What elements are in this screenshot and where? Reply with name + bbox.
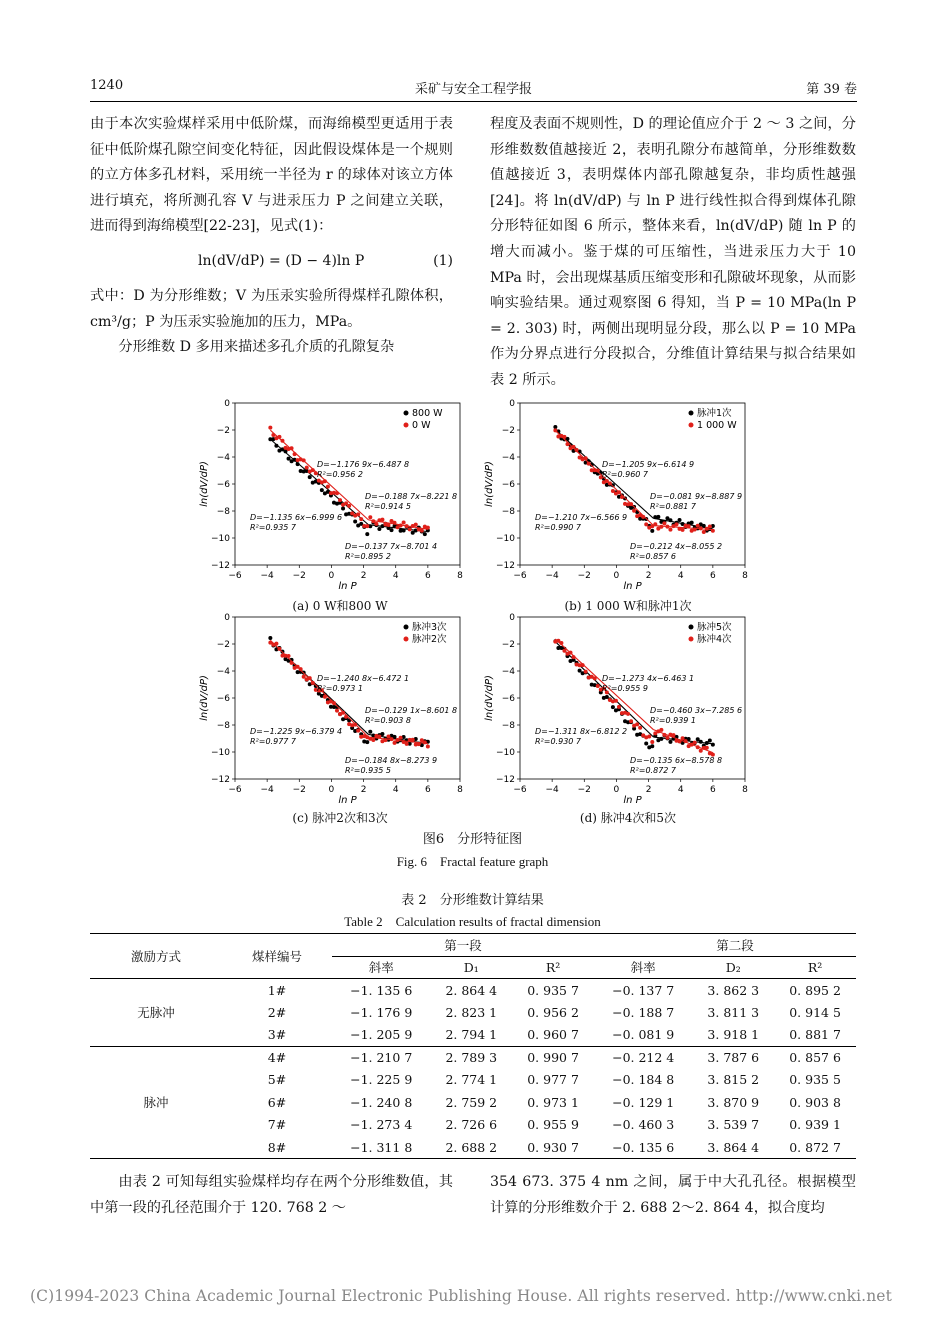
y-tick-label: −6	[501, 694, 515, 704]
data-point	[405, 742, 409, 746]
table-cell: 0. 935 7	[527, 982, 579, 998]
legend-label: 脉冲5次	[697, 622, 732, 633]
data-point	[408, 527, 412, 531]
data-point	[365, 532, 369, 536]
data-point	[390, 528, 394, 532]
page-header	[90, 78, 857, 100]
x-tick-label: 2	[360, 571, 367, 581]
right-column	[490, 112, 856, 394]
data-point	[423, 532, 427, 536]
x-axis-label: ln P	[338, 795, 357, 806]
y-tick-label: −10	[496, 534, 515, 544]
data-point	[611, 705, 615, 709]
data-point	[399, 736, 403, 740]
equation-number: (1)	[433, 253, 453, 270]
y-tick-label: 0	[224, 613, 230, 623]
y-axis-label: ln(dV/dP)	[199, 675, 210, 721]
table-cell: 2. 864 4	[445, 982, 498, 998]
th-slope-1: 斜率	[368, 960, 394, 976]
table-cell: −0. 188 7	[612, 1004, 675, 1020]
data-point	[268, 426, 272, 430]
data-point	[650, 740, 654, 744]
table-cell: −0. 129 1	[612, 1094, 675, 1110]
data-point	[305, 466, 309, 470]
data-point	[638, 726, 642, 730]
y-tick-label: −6	[216, 480, 230, 490]
data-point	[402, 520, 406, 524]
table-cell: −0. 184 8	[612, 1072, 675, 1088]
x-tick-label: 0	[328, 785, 335, 795]
legend-marker	[404, 637, 409, 642]
header-rule	[90, 101, 857, 102]
x-tick-label: −6	[513, 785, 527, 795]
fit-r2: R²=0.960 7	[602, 470, 649, 479]
copyright-footer: (C)1994-2023 China Academic Journal Electronic Publishing House. All rights reserved. http://www.cnki.net	[30, 1287, 892, 1305]
fit-r2: R²=0.935 7	[250, 523, 297, 532]
fit-equation: D=−1.240 8x−6.472 1	[317, 674, 410, 683]
fit-equation: D=−1.210 7x−6.566 9	[535, 513, 628, 522]
bottom-left-text	[90, 1170, 453, 1221]
fit-equation: D=−0.184 8x−8.273 9	[345, 756, 438, 765]
fit-equation: D=−0.188 7x−8.221 8	[365, 492, 458, 501]
left-paragraph-3: 分形维数 D 多用来描述多孔介质的孔隙复杂	[118, 339, 395, 356]
fit-r2: R²=0.895 2	[345, 552, 392, 561]
data-point	[338, 498, 342, 502]
table-cell: −0. 212 4	[612, 1050, 675, 1065]
data-point	[659, 728, 663, 732]
data-point	[320, 488, 324, 492]
table-cell: 0. 935 5	[789, 1072, 841, 1088]
left-paragraph-1: 由于本次实验煤样采用中低阶煤，而海绵模型更适用于表征中低阶煤孔隙空间变化特征，因此假设煤体是一个规则的立方体多孔材料，采用统一半径为 r 的球体对该立方体进行填充，将所测孔容 V 与进汞压力 P 之间建立关联，进而得到海绵模型[22-23]，见式(1)：	[90, 116, 453, 235]
data-point	[596, 684, 600, 688]
y-tick-label: −4	[216, 667, 230, 677]
data-point	[681, 528, 685, 532]
data-point	[635, 722, 639, 726]
table-cell: 2. 688 2	[445, 1139, 498, 1155]
data-point	[690, 521, 694, 525]
equation-text: ln(dV/dP) = (D − 4)ln P	[198, 253, 365, 270]
x-tick-label: 2	[645, 571, 652, 581]
table-cell: 0. 914 5	[789, 1004, 841, 1020]
data-point	[377, 527, 381, 531]
subcaption-c: (c) 脉冲2次和3次	[292, 811, 388, 825]
th-r2-2: R²	[807, 959, 823, 975]
bottom-left-paragraph: 由表 2 可知每组实验煤样均存在两个分形维数值，其中第一段的孔径范围介于 120. 768 2 ～	[90, 1174, 453, 1216]
table-group-cell: 无脉冲	[137, 1005, 175, 1021]
table-cell: 0. 903 8	[789, 1094, 841, 1110]
legend-marker	[689, 423, 694, 428]
x-tick-label: −4	[260, 785, 274, 795]
legend-label: 0 W	[412, 420, 431, 431]
data-point	[308, 475, 312, 479]
y-tick-label: −8	[216, 721, 230, 731]
legend-marker	[404, 411, 409, 416]
fit-r2: R²=0.857 6	[630, 552, 677, 561]
x-tick-label: 8	[457, 785, 463, 795]
bottom-right-paragraph: 354 673. 375 4 nm 之间，属于中大孔孔径。根据模型计算的分形维数介于 2. 688 2～2. 864 4，拟合度均	[490, 1174, 856, 1216]
y-tick-label: −2	[216, 426, 230, 436]
data-point	[326, 485, 330, 489]
fit-equation: D=−1.225 9x−6.379 4	[250, 727, 343, 736]
data-point	[386, 734, 390, 738]
x-tick-label: 8	[457, 571, 463, 581]
table-group-cell: 脉冲	[143, 1095, 169, 1111]
x-tick-label: −6	[228, 571, 242, 581]
x-tick-label: −4	[545, 571, 559, 581]
legend-marker	[404, 423, 409, 428]
th-segment-1: 第一段	[332, 934, 594, 957]
table-cell: 3. 862 3	[707, 982, 760, 998]
figure-caption-en: Fig. 6 Fractal feature graph	[396, 854, 549, 869]
fit-r2: R²=0.881 7	[650, 502, 697, 511]
table-cell: −0. 081 9	[612, 1027, 675, 1042]
table-cell: −1. 176 9	[350, 1004, 413, 1020]
fit-r2: R²=0.930 7	[535, 737, 582, 746]
data-point	[353, 519, 357, 523]
th-d1: D₁	[463, 959, 479, 975]
table-cell: 0. 960 7	[527, 1027, 579, 1042]
th-segment-2: 第二段	[594, 934, 856, 957]
y-tick-label: −12	[496, 775, 515, 785]
fractal-table	[90, 933, 856, 1159]
data-point	[368, 515, 372, 519]
data-point	[365, 524, 369, 528]
data-point	[614, 699, 618, 703]
x-axis-label: ln P	[623, 795, 642, 806]
fit-r2: R²=0.956 2	[317, 470, 364, 479]
fit-r2: R²=0.903 8	[365, 716, 412, 725]
x-axis-label: ln P	[623, 581, 642, 592]
y-tick-label: −4	[501, 667, 515, 677]
th-slope-2: 斜率	[630, 960, 656, 976]
x-tick-label: 2	[360, 785, 367, 795]
table-cell: 3. 815 2	[707, 1072, 760, 1088]
data-point	[675, 522, 679, 526]
data-point	[693, 741, 697, 745]
y-tick-label: −10	[211, 748, 230, 758]
fit-r2: R²=0.939 1	[650, 716, 697, 725]
bottom-right-text	[490, 1170, 856, 1221]
table-cell: 5#	[267, 1072, 287, 1088]
data-point	[699, 749, 703, 753]
table-cell: 0. 939 1	[789, 1117, 841, 1133]
x-tick-label: −2	[292, 571, 306, 581]
x-tick-label: 6	[709, 785, 716, 795]
x-tick-label: −6	[513, 571, 527, 581]
fit-equation: D=−1.311 8x−6.812 2	[535, 727, 628, 736]
data-point	[626, 712, 630, 716]
x-tick-label: 0	[613, 571, 620, 581]
y-tick-label: −4	[501, 453, 515, 463]
x-tick-label: 6	[709, 571, 716, 581]
table-cell: 0. 990 7	[527, 1050, 579, 1065]
data-point	[708, 739, 712, 743]
right-paragraph-1: 程度及表面不规则性，D 的理论值应介于 2 ～ 3 之间，分形维数数值越接近 2，表明孔隙分布越简单，分形维数数值越接近 3，表明煤体内部孔隙越复杂，非均质性越强[24]。将 ln(dV/dP) 与 ln P 进行线性拟合得到煤体孔隙分形特征如图 6 所示，整体来看，ln(dV/dP) 随 ln P 的增大而减小。鉴于煤的可压缩性，当进汞压力大于 10 MPa 时，会出现煤基质压缩变形和孔隙破坏现象，从而影响实验结果。通过观察图 6 得知，当 P = 10 MPa(ln P = 2. 303) 时，两侧出现明显分段，那么以 P = 10 MPa 作为分界点进行分段拟合，分维值计算结果与拟合结果如表 2 所示。	[490, 116, 856, 388]
table-cell: −0. 460 3	[612, 1117, 675, 1133]
y-tick-label: −10	[496, 748, 515, 758]
y-tick-label: −6	[501, 480, 515, 490]
table-cell: 0. 857 6	[789, 1050, 841, 1065]
y-tick-label: 0	[509, 399, 515, 409]
fit-equation: D=−0.081 9x−8.887 9	[650, 492, 743, 501]
table-cell: 2. 789 3	[445, 1050, 498, 1065]
table-cell: 1#	[267, 982, 287, 998]
table-cell: 0. 956 2	[527, 1004, 579, 1020]
data-point	[656, 515, 660, 519]
legend-label: 1 000 W	[697, 420, 737, 431]
legend-label: 脉冲2次	[412, 634, 447, 645]
table-cell: 0. 930 7	[527, 1139, 579, 1155]
fit-equation: D=−1.273 4x−6.463 1	[602, 674, 695, 683]
data-point	[632, 509, 636, 513]
y-tick-label: −2	[501, 426, 515, 436]
x-tick-label: 8	[742, 785, 748, 795]
fit-equation: D=−0.460 3x−7.285 6	[650, 706, 743, 715]
fit-line	[653, 730, 712, 753]
table-cell: −1. 210 7	[350, 1050, 413, 1065]
data-point	[380, 518, 384, 522]
subcaption-a: (a) 0 W和800 W	[292, 599, 388, 613]
x-tick-label: 0	[328, 571, 335, 581]
y-tick-label: −10	[211, 534, 230, 544]
x-tick-label: 0	[613, 785, 620, 795]
x-tick-label: 4	[677, 785, 684, 795]
data-point	[681, 736, 685, 740]
table-cell: −1. 311 8	[350, 1139, 413, 1155]
data-point	[659, 525, 663, 529]
th-method: 激励方式	[90, 934, 222, 979]
y-tick-label: −8	[501, 507, 515, 517]
y-tick-label: −8	[216, 507, 230, 517]
table-cell: −1. 135 6	[350, 982, 413, 998]
data-point	[393, 741, 397, 745]
table-caption-en: Table 2 Calculation results of fractal dimension	[344, 914, 601, 929]
data-point	[371, 738, 375, 742]
data-point	[650, 529, 654, 533]
table-cell: 3. 787 6	[707, 1050, 760, 1065]
x-tick-label: 2	[645, 785, 652, 795]
y-axis-label: ln(dV/dP)	[484, 675, 495, 721]
equation-1	[90, 240, 453, 284]
x-tick-label: 8	[742, 571, 748, 581]
data-point	[617, 705, 621, 709]
volume-label: 第 39 卷	[806, 82, 857, 97]
y-tick-label: −12	[496, 561, 515, 571]
table-cell: −1. 273 4	[350, 1117, 413, 1133]
data-point	[668, 528, 672, 532]
fit-r2: R²=0.872 7	[630, 766, 677, 775]
data-point	[268, 636, 272, 640]
data-point	[668, 740, 672, 744]
data-point	[341, 506, 345, 510]
data-point	[411, 738, 415, 742]
data-point	[647, 735, 651, 739]
y-tick-label: 0	[224, 399, 230, 409]
fit-equation: D=−0.137 7x−8.701 4	[345, 542, 438, 551]
x-tick-label: 6	[424, 785, 431, 795]
legend-label: 800 W	[412, 408, 443, 419]
data-point	[584, 670, 588, 674]
subcaption-d: (d) 脉冲4次和5次	[579, 811, 677, 825]
data-point	[665, 736, 669, 740]
data-point	[414, 523, 418, 527]
table-cell: 7#	[267, 1117, 287, 1133]
data-point	[708, 525, 712, 529]
y-tick-label: −12	[211, 775, 230, 785]
data-point	[368, 730, 372, 734]
table-cell: 6#	[267, 1094, 287, 1110]
x-tick-label: −2	[292, 785, 306, 795]
data-point	[578, 669, 582, 673]
fit-r2: R²=0.955 9	[602, 684, 649, 693]
data-point	[644, 741, 648, 745]
table-cell: 2#	[267, 1004, 287, 1020]
legend-label: 脉冲4次	[697, 634, 732, 645]
table-cell: −0. 137 7	[612, 982, 675, 998]
x-tick-label: −2	[577, 571, 591, 581]
data-point	[650, 744, 654, 748]
table-cell: 0. 895 2	[789, 982, 841, 998]
data-point	[678, 518, 682, 522]
table-cell: −1. 225 9	[350, 1072, 413, 1088]
fit-r2: R²=0.935 5	[345, 766, 392, 775]
y-tick-label: −2	[216, 640, 230, 650]
table-caption-cn: 表 2 分形维数计算结果	[401, 893, 544, 908]
data-point	[356, 512, 360, 516]
left-paragraph-2: 式中：D 为分形维数；V 为压汞实验所得煤样孔隙体积，cm³/g；P 为压汞实验施加的压力，MPa。	[90, 287, 453, 330]
table-cell: 3#	[267, 1027, 287, 1042]
fit-equation: D=−0.129 1x−8.601 8	[365, 706, 458, 715]
table-cell: −1. 205 9	[350, 1027, 413, 1042]
th-sample: 煤样编号	[222, 934, 332, 979]
subcaption-b: (b) 1 000 W和脉冲1次	[564, 599, 692, 613]
table-cell: 0. 881 7	[789, 1027, 841, 1042]
table-cell: 3. 918 1	[707, 1027, 760, 1042]
data-point	[335, 709, 339, 713]
table-cell: −0. 135 6	[612, 1139, 675, 1155]
table-cell: 2. 759 2	[445, 1094, 498, 1110]
table-cell: −1. 240 8	[350, 1094, 413, 1110]
y-axis-label: ln(dV/dP)	[199, 461, 210, 507]
journal-title: 采矿与安全工程学报	[414, 82, 533, 97]
legend-label: 脉冲1次	[697, 408, 732, 419]
y-tick-label: −12	[211, 561, 230, 571]
x-tick-label: −2	[577, 785, 591, 795]
table-row	[90, 979, 856, 1002]
x-tick-label: 4	[677, 571, 684, 581]
fit-equation: D=−1.205 9x−6.614 9	[602, 460, 695, 469]
legend-marker	[689, 411, 694, 416]
th-r2-1: R²	[545, 959, 561, 975]
y-tick-label: −8	[501, 721, 515, 731]
x-tick-label: 4	[392, 785, 399, 795]
table-cell: 2. 823 1	[445, 1004, 498, 1020]
fit-r2: R²=0.914 5	[365, 502, 412, 511]
data-point	[359, 517, 363, 521]
table-cell: 3. 811 3	[707, 1004, 760, 1020]
data-point	[644, 522, 648, 526]
x-tick-label: −4	[545, 785, 559, 795]
left-column	[90, 112, 453, 361]
fit-equation: D=−1.135 6x−6.999 6	[250, 513, 343, 522]
table-cell: 4#	[267, 1050, 287, 1065]
table-cell: 0. 872 7	[789, 1139, 841, 1155]
table-cell: 0. 955 9	[527, 1117, 579, 1133]
table-cell: 2. 726 6	[445, 1117, 498, 1133]
legend-marker	[404, 625, 409, 630]
data-point	[696, 524, 700, 528]
table-cell: 3. 870 9	[707, 1094, 760, 1110]
data-point	[374, 522, 378, 526]
table-cell: 2. 774 1	[445, 1072, 498, 1088]
fit-r2: R²=0.977 7	[250, 737, 297, 746]
legend-label: 脉冲3次	[412, 622, 447, 633]
y-tick-label: −2	[501, 640, 515, 650]
legend-marker	[689, 625, 694, 630]
data-point	[426, 745, 430, 749]
y-tick-label: 0	[509, 613, 515, 623]
x-tick-label: −4	[260, 571, 274, 581]
table-row	[90, 1046, 856, 1069]
data-point	[365, 740, 369, 744]
data-point	[347, 504, 351, 508]
y-tick-label: −6	[216, 694, 230, 704]
fit-r2: R²=0.973 1	[317, 684, 364, 693]
fit-equation: D=−0.135 6x−8.578 8	[630, 756, 723, 765]
page-number: 1240	[90, 78, 124, 93]
data-point	[702, 530, 706, 534]
fit-r2: R²=0.990 7	[535, 523, 582, 532]
y-axis-label: ln(dV/dP)	[484, 461, 495, 507]
data-point	[287, 457, 291, 461]
table-cell: 0. 973 1	[527, 1094, 579, 1110]
table-cell: 2. 794 1	[445, 1027, 498, 1042]
x-tick-label: 4	[392, 571, 399, 581]
legend-marker	[689, 637, 694, 642]
table-cell: 0. 977 7	[527, 1072, 579, 1088]
fit-equation: D=−0.212 4x−8.055 2	[630, 542, 723, 551]
fit-equation: D=−1.176 9x−6.487 8	[317, 460, 410, 469]
table-cell: 3. 539 7	[707, 1117, 760, 1133]
figure-caption-cn: 图6 分形特征图	[422, 832, 523, 847]
x-tick-label: −6	[228, 785, 242, 795]
y-tick-label: −4	[216, 453, 230, 463]
th-d2: D₂	[725, 959, 741, 975]
table-cell: 3. 864 4	[707, 1139, 760, 1155]
data-point	[420, 529, 424, 533]
x-tick-label: 6	[424, 571, 431, 581]
x-axis-label: ln P	[338, 581, 357, 592]
data-point	[629, 719, 633, 723]
table-cell: 8#	[267, 1139, 287, 1155]
data-point	[356, 729, 360, 733]
data-point	[662, 521, 666, 525]
